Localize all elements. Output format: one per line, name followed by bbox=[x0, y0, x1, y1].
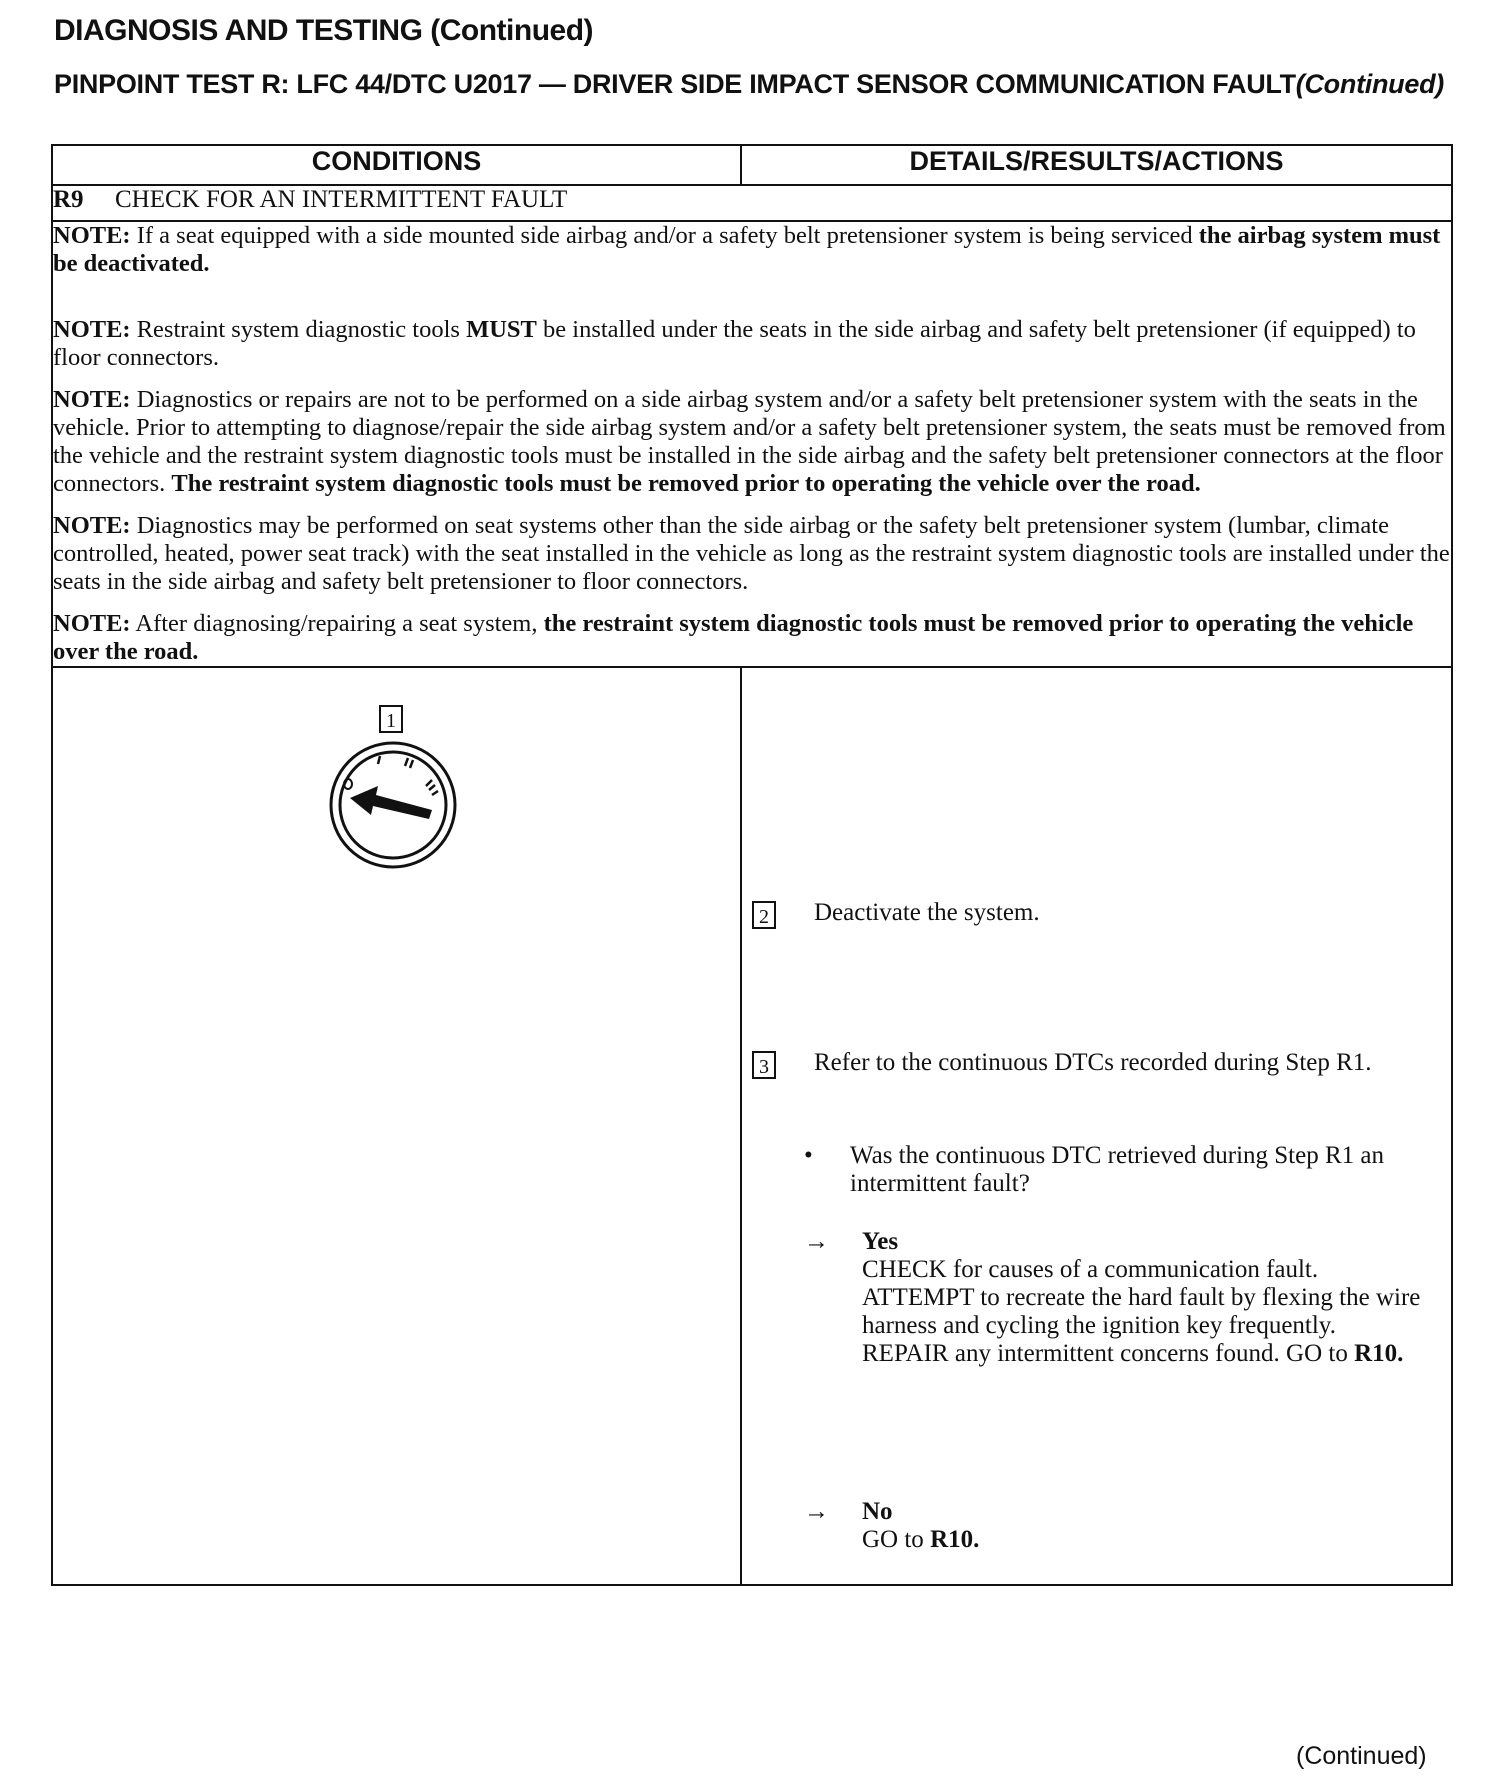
page-title: DIAGNOSIS AND TESTING (Continued) bbox=[54, 14, 594, 47]
details-cell bbox=[741, 667, 1452, 1585]
step-3-text: Refer to the continuous DTCs recorded during Step R1. bbox=[814, 1049, 1372, 1076]
conditions-cell bbox=[52, 667, 741, 1585]
yes-goto: R10. bbox=[1354, 1340, 1404, 1367]
step-title: CHECK FOR AN INTERMITTENT FAULT bbox=[115, 186, 568, 213]
note-2-bold: MUST bbox=[466, 316, 537, 343]
arrow-icon: → bbox=[804, 1228, 829, 1255]
details-header: DETAILS/RESULTS/ACTIONS bbox=[741, 145, 1452, 185]
note-2 bbox=[53, 316, 1451, 372]
step-2-text: Deactivate the system. bbox=[814, 899, 1040, 926]
note-2-text-post: be installed under the seats in the side airbag and safety belt pretensioner (if equipped) to floor connectors. bbox=[53, 316, 1416, 371]
result-yes-body bbox=[862, 1228, 1422, 1368]
no-label: No bbox=[862, 1498, 893, 1525]
no-text: GO to bbox=[862, 1526, 924, 1553]
action-step-3 bbox=[752, 1049, 1372, 1080]
ignition-switch-icon bbox=[328, 740, 458, 870]
step-2-number: 2 bbox=[752, 901, 776, 929]
note-3 bbox=[53, 386, 1451, 498]
note-label: NOTE: bbox=[53, 512, 131, 539]
note-label: NOTE: bbox=[53, 222, 131, 249]
pinpoint-test-continued: (Continued) bbox=[1295, 69, 1444, 99]
result-no-body bbox=[862, 1498, 1422, 1554]
note-5-bold: the restraint system diagnostic tools must be removed prior to operating the vehicle over the road. bbox=[53, 610, 1414, 665]
no-goto: R10. bbox=[930, 1526, 980, 1553]
note-label: NOTE: bbox=[53, 316, 131, 343]
callout-1: 1 bbox=[379, 705, 403, 733]
question-text: Was the continuous DTC retrieved during Step R1 an intermittent fault? bbox=[850, 1142, 1384, 1197]
result-yes bbox=[804, 1228, 1421, 1367]
arrow-icon: → bbox=[804, 1498, 829, 1525]
note-5 bbox=[53, 610, 1451, 666]
pinpoint-test-table bbox=[51, 144, 1453, 1586]
note-2-text: Restraint system diagnostic tools bbox=[136, 316, 460, 343]
note-4 bbox=[53, 512, 1451, 596]
note-label: NOTE: bbox=[53, 386, 131, 413]
step-row bbox=[52, 185, 1452, 221]
note-1-text: If a seat equipped with a side mounted side airbag and/or a safety belt pretensioner system is being serviced bbox=[136, 222, 1193, 249]
pinpoint-test-title bbox=[54, 70, 1454, 98]
question-bullet: • bbox=[804, 1142, 813, 1169]
yes-text: CHECK for causes of a communication fault. ATTEMPT to recreate the hard fault by flexing the wire harness and cycling the ignition key frequently. REPAIR any intermittent concerns found. GO to bbox=[862, 1256, 1421, 1367]
pinpoint-test-title-text: PINPOINT TEST R: LFC 44/DTC U2017 — DRIVER SIDE IMPACT SENSOR COMMUNICATION FAULT bbox=[54, 69, 1296, 99]
result-no bbox=[804, 1498, 980, 1553]
question bbox=[804, 1142, 1414, 1197]
note-4-text: Diagnostics may be performed on seat systems other than the side airbag or the safety belt pretensioner system (lumbar, climate controlled, heated, power seat track) with the seat installed in the vehicle as long as the restraint system diagnostic tools are installed under the seats in the side airbag and safety belt pretensioner to floor connectors. bbox=[53, 512, 1450, 595]
note-1-bold: the airbag system must be deactivated. bbox=[53, 222, 1441, 277]
note-label: NOTE: bbox=[53, 610, 131, 637]
note-3-text: Diagnostics or repairs are not to be performed on a side airbag system and/or a safety belt pretensioner system with the seats in the vehicle. Prior to attempting to diagnose/repair the side airbag system and/or a safety belt pretensioner system, the seats must be removed from the vehicle and the restraint system diagnostic tools must be installed in the side airbag and the safety belt pretensioner connectors at the floor connectors. bbox=[53, 386, 1446, 497]
continued-footer: (Continued) bbox=[1296, 1742, 1427, 1770]
action-step-2 bbox=[752, 899, 1040, 930]
note-5-text: After diagnosing/repairing a seat system, bbox=[135, 610, 538, 637]
note-1 bbox=[53, 222, 1451, 278]
step-id: R9 bbox=[53, 186, 84, 213]
yes-label: Yes bbox=[862, 1228, 899, 1255]
note-3-bold: The restraint system diagnostic tools must be removed prior to operating the vehicle over the road. bbox=[171, 470, 1201, 497]
notes-block bbox=[52, 221, 1452, 667]
conditions-header: CONDITIONS bbox=[52, 145, 741, 185]
step-3-number: 3 bbox=[752, 1051, 776, 1079]
